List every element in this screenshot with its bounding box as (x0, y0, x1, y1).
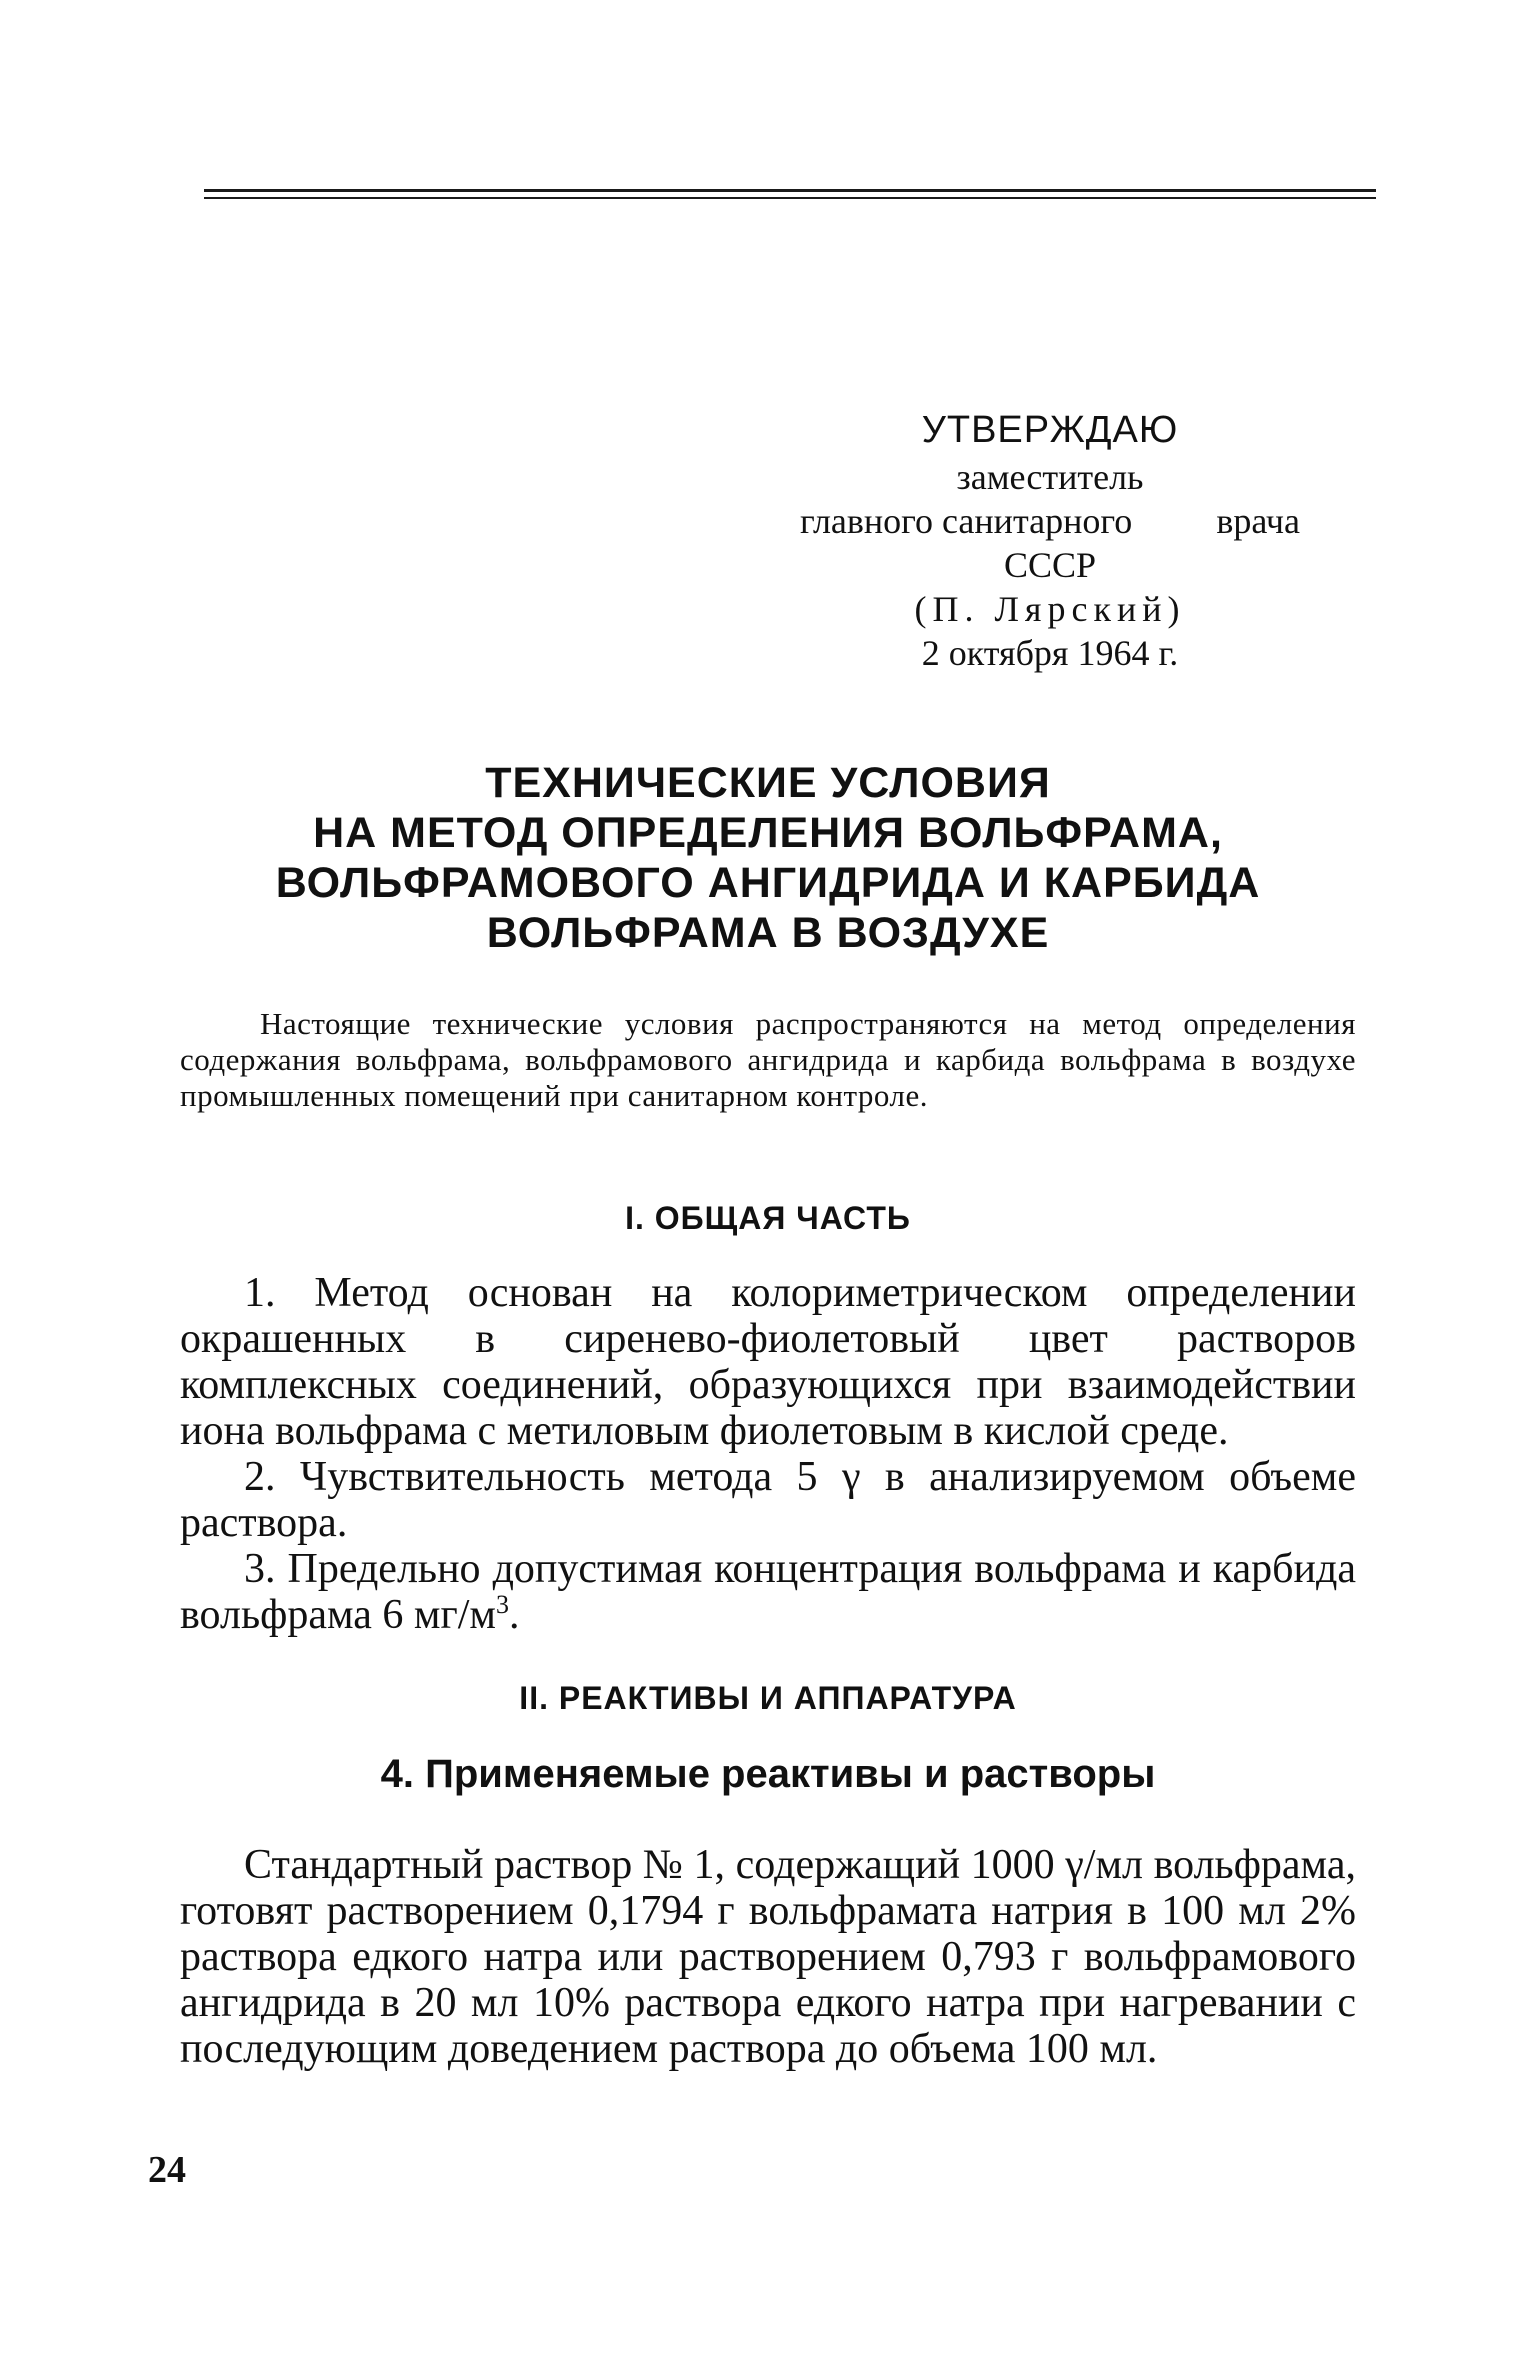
approval-date: 2 октября 1964 г. (921, 633, 1179, 673)
approval-word: УТВЕРЖДАЮ (921, 409, 1179, 451)
intro-text: Настоящие технические условия распространяются на метод определения содержания вольфрама, вольфрамового ангидрида и карбида вольфрама в воздухе промышленных помещений при санитарном контроле. (180, 1006, 1356, 1113)
title-line-2: НА МЕТОД ОПРЕДЕЛЕНИЯ ВОЛЬФРАМА, (313, 809, 1223, 857)
title-line-1: ТЕХНИЧЕСКИЕ УСЛОВИЯ (485, 759, 1051, 807)
item-2: 2. Чувствительность метода 5 γ в анализируемом объеме раствора. (180, 1454, 1356, 1546)
title-line-3: ВОЛЬФРАМОВОГО АНГИДРИДА И КАРБИДА (275, 859, 1261, 907)
document-title (180, 758, 1356, 958)
section-heading-general: I. ОБЩАЯ ЧАСТЬ (625, 1200, 911, 1236)
approval-position-a: главного санитарного (800, 501, 1133, 541)
subsection-heading-reagents: 4. Применяемые реактивы и растворы (380, 1752, 1156, 1796)
section-heading-reagents: II. РЕАКТИВЫ И АППАРАТУРА (519, 1680, 1017, 1716)
page-number: 24 (148, 2149, 186, 2191)
approval-position-line (790, 499, 1310, 543)
section-general-body (180, 1270, 1356, 1638)
approval-signatory: (П. Лярский) (914, 589, 1186, 629)
section-reagents-body (180, 1842, 1356, 2072)
intro-paragraph (180, 1006, 1356, 1114)
item-3-end: . (508, 1592, 520, 1638)
approval-block (790, 405, 1310, 675)
title-line-4: ВОЛЬФРАМА В ВОЗДУХЕ (486, 909, 1050, 957)
header-rule (204, 189, 1376, 192)
item-3-text: 3. Предельно допустимая концентрация вольфрама и карбида вольфрама 6 мг/м (180, 1546, 1356, 1638)
approval-position-b: врача (1216, 501, 1300, 541)
header-rule-thin (204, 197, 1376, 199)
standard-solution-paragraph: Стандартный раствор № 1, содержащий 1000 γ/мл вольфрама, готовят растворением 0,1794 г вольфрамата натрия в 100 мл 2% раствора едкого натра или растворением 0,793 г вольфрамового ангидрида в 20 мл 10% раствора едкого натра при нагревании с последующим доведением раствора до объема 100 мл. (180, 1842, 1356, 2072)
item-3 (180, 1546, 1356, 1638)
item-1: 1. Метод основан на колориметрическом определении окрашенных в сиренево-фиолетовый цвет растворов комплексных соединений, образующихся при взаимодействии иона вольфрама с метиловым фиолетовым в кислой среде. (180, 1270, 1356, 1454)
approval-country: СССР (1003, 545, 1097, 585)
item-3-superscript: 3 (495, 1590, 509, 1619)
approval-position: заместитель (956, 457, 1144, 497)
